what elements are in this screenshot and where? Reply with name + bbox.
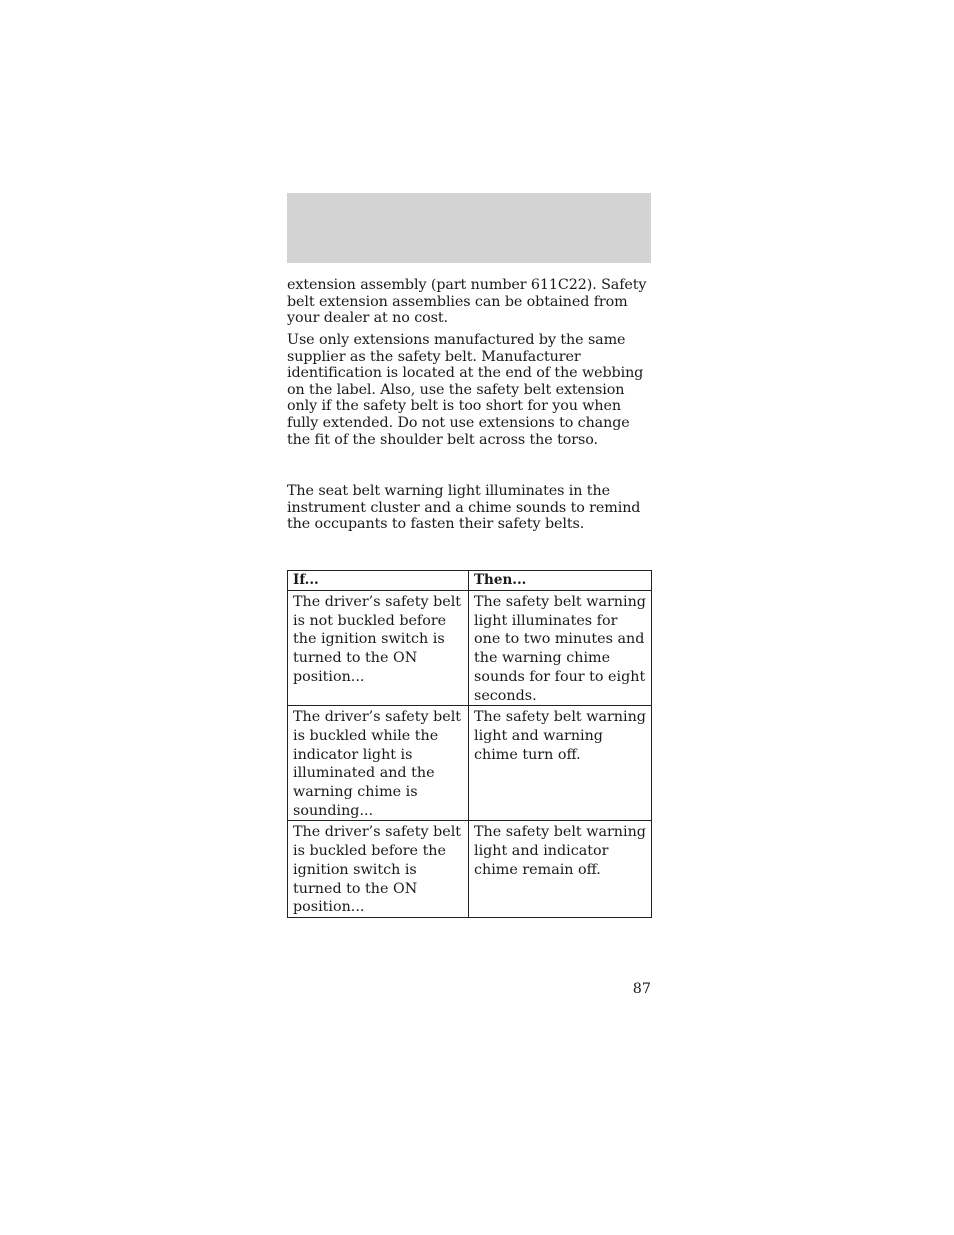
condition-cell: The driver’s safety belt is buckled while the indicator light is illuminated and the warning chime is sounding... [288, 706, 469, 821]
result-cell: The safety belt warning light illuminates for one to two minutes and the warning chime sounds for four to eight seconds. [469, 591, 652, 706]
paragraph-extension-usage: Use only extensions manufactured by the same supplier as the safety belt. Manufacturer identification is located at the end of the webbing on the label. Also, use the safety belt extension only if the safety belt is too short for you when fully extended. Do not use extensions to change the fit of the shoulder belt across the torso. [287, 332, 644, 448]
paragraph-warning-light: The seat belt warning light illuminates in the instrument cluster and a chime sounds to remind the occupants to fasten their safety belts. [287, 483, 641, 533]
if-then-table [287, 570, 652, 918]
condition-cell: The driver’s safety belt is buckled before the ignition switch is turned to the ON position... [288, 821, 469, 918]
table-row [288, 706, 652, 821]
result-cell: The safety belt warning light and indicator chime remain off. [469, 821, 652, 918]
result-cell: The safety belt warning light and warning chime turn off. [469, 706, 652, 821]
condition-cell: The driver’s safety belt is not buckled before the ignition switch is turned to the ON position... [288, 591, 469, 706]
table-row [288, 821, 652, 918]
section-header-band [287, 193, 651, 263]
paragraph-extension-continuation: extension assembly (part number 611C22). Safety belt extension assemblies can be obtained from your dealer at no cost. [287, 277, 647, 327]
page-number: 87 [632, 981, 651, 997]
table-row [288, 591, 652, 706]
header-if: If... [288, 571, 469, 591]
table-header-row [288, 571, 652, 591]
header-then: Then... [469, 571, 652, 591]
